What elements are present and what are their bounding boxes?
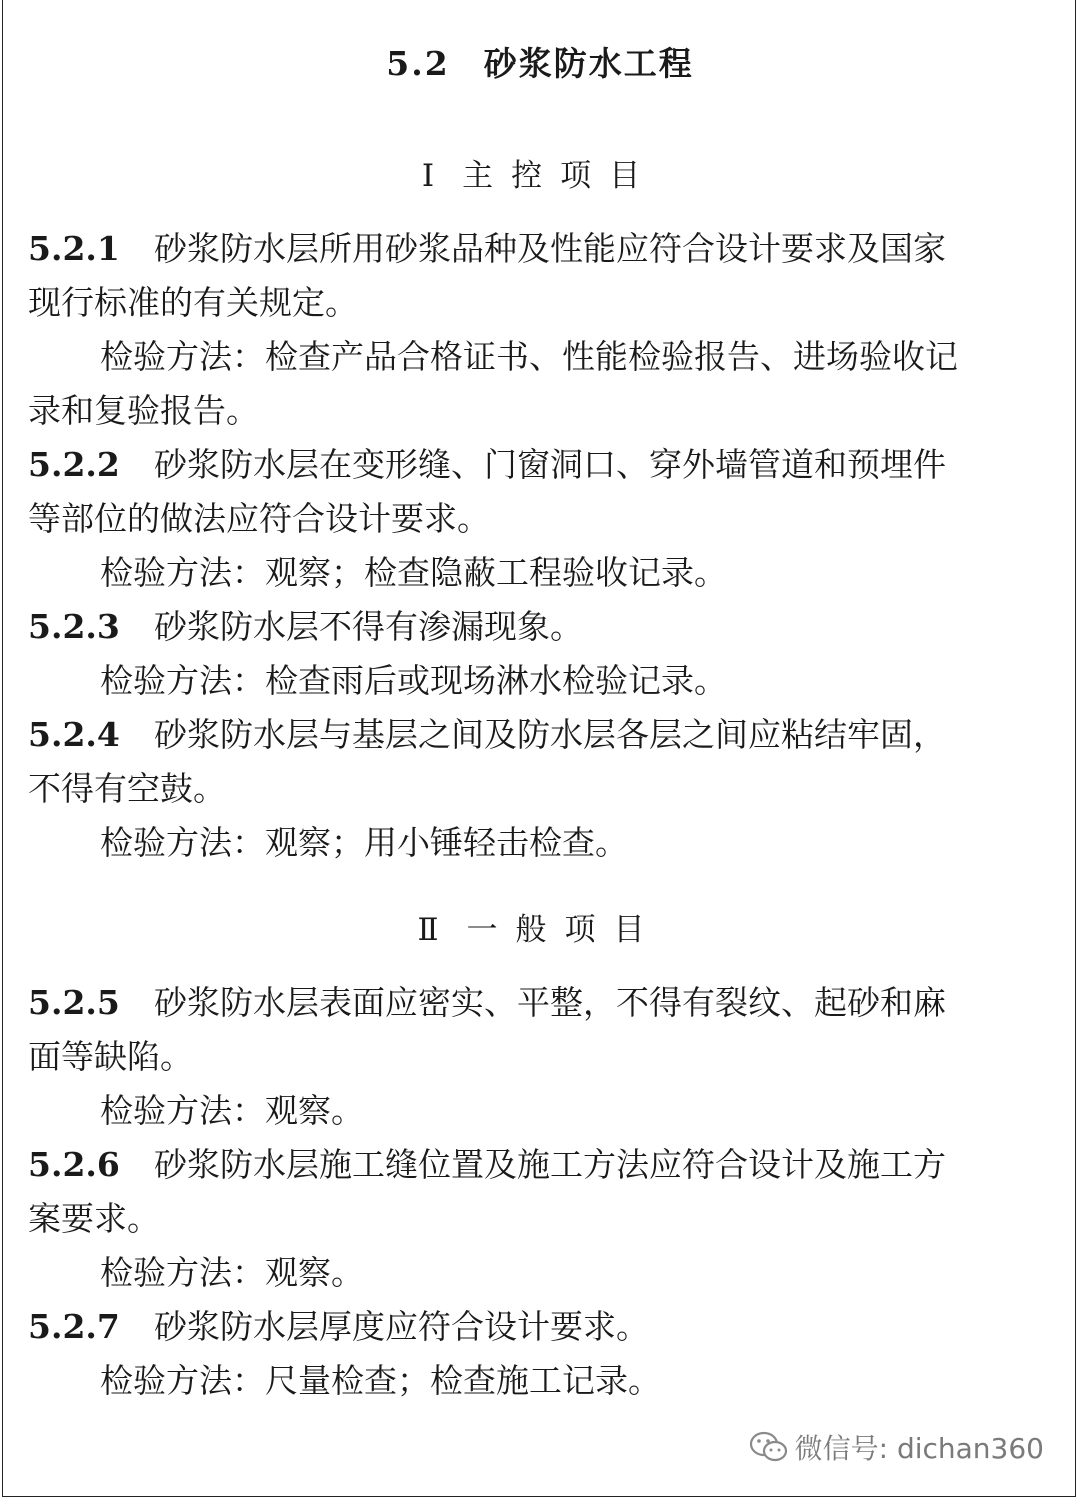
inspection-method: 检验方法：检查产品合格证书、性能检验报告、进场验收记 xyxy=(100,337,958,376)
inspection-method: 检验方法：观察。 xyxy=(100,1253,364,1292)
clause-number: 5.2.1 xyxy=(28,229,120,268)
clause-text: 砂浆防水层不得有渗漏现象。 xyxy=(154,607,583,646)
clause-5-2-5 xyxy=(28,983,946,1022)
watermark xyxy=(749,1427,1044,1467)
clause-5-2-2 xyxy=(28,445,946,484)
subheading-roman: Ⅰ xyxy=(421,158,435,194)
clause-text: 砂浆防水层在变形缝、门窗洞口、穿外墙管道和预埋件 xyxy=(154,445,946,484)
clause-5-2-4 xyxy=(28,715,946,754)
inspection-method: 检验方法：尺量检查；检查施工记录。 xyxy=(100,1361,661,1400)
subheading-roman: Ⅱ xyxy=(417,912,439,948)
clause-text-continued: 案要求。 xyxy=(28,1199,160,1238)
inspection-method: 检验方法：观察；检查隐蔽工程验收记录。 xyxy=(100,553,727,592)
subheading-label: 一般项目 xyxy=(466,912,663,948)
clause-number: 5.2.2 xyxy=(28,445,120,484)
clause-number: 5.2.6 xyxy=(28,1145,120,1184)
wechat-icon xyxy=(749,1430,789,1464)
subheading-main-items xyxy=(0,150,1080,195)
clause-number: 5.2.7 xyxy=(28,1307,120,1346)
clause-text-continued: 现行标准的有关规定。 xyxy=(28,283,358,322)
clause-text-continued: 不得有空鼓。 xyxy=(28,769,226,808)
clause-text: 砂浆防水层与基层之间及防水层各层之间应粘结牢固， xyxy=(154,715,946,754)
inspection-method: 检验方法：检查雨后或现场淋水检验记录。 xyxy=(100,661,727,700)
clause-number: 5.2.3 xyxy=(28,607,120,646)
clause-number: 5.2.5 xyxy=(28,983,120,1022)
clause-text: 砂浆防水层厚度应符合设计要求。 xyxy=(154,1307,649,1346)
clause-text-continued: 等部位的做法应符合设计要求。 xyxy=(28,499,490,538)
clause-5-2-7 xyxy=(28,1307,649,1346)
clause-text: 砂浆防水层所用砂浆品种及性能应符合设计要求及国家 xyxy=(154,229,946,268)
clause-number: 5.2.4 xyxy=(28,715,120,754)
section-title xyxy=(0,38,1080,85)
inspection-method: 检验方法：观察；用小锤轻击检查。 xyxy=(100,823,628,862)
clause-text-continued: 面等缺陷。 xyxy=(28,1037,193,1076)
inspection-method-continued: 录和复验报告。 xyxy=(28,391,259,430)
clause-5-2-6 xyxy=(28,1145,946,1184)
watermark-text: 微信号: dichan360 xyxy=(794,1432,1044,1465)
clause-text: 砂浆防水层表面应密实、平整，不得有裂纹、起砂和麻 xyxy=(154,983,946,1022)
inspection-method: 检验方法：观察。 xyxy=(100,1091,364,1130)
clause-text: 砂浆防水层施工缝位置及施工方法应符合设计及施工方 xyxy=(154,1145,946,1184)
section-title-text: 砂浆防水工程 xyxy=(483,44,694,83)
subheading-general-items xyxy=(0,904,1080,949)
subheading-label: 主控项目 xyxy=(462,158,659,194)
section-number: 5.2 xyxy=(386,44,450,83)
clause-5-2-3 xyxy=(28,607,583,646)
clause-5-2-1 xyxy=(28,229,946,268)
